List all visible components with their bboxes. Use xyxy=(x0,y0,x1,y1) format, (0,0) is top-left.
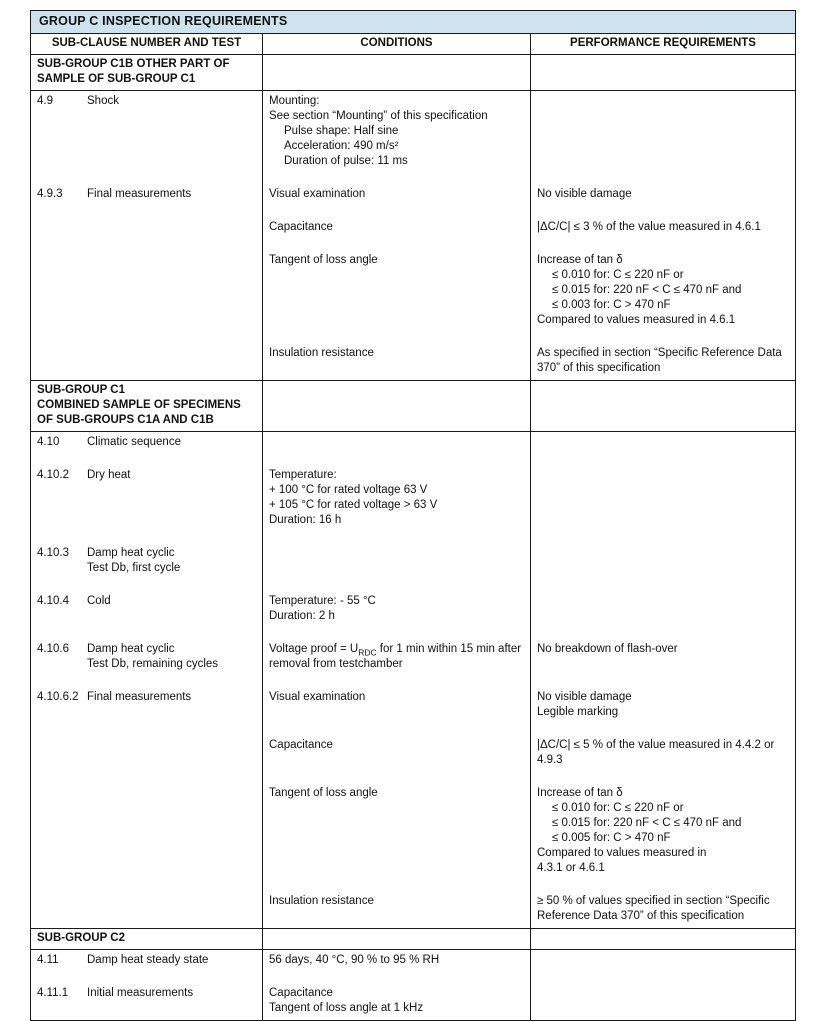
performance-line: Compared to values measured in xyxy=(537,847,707,859)
performance-line: ≤ 0.003 for: C > 470 nF xyxy=(552,299,671,311)
section-header-row xyxy=(31,55,796,91)
conditions-cell xyxy=(263,891,531,929)
table-row xyxy=(31,91,796,185)
section-header-cell xyxy=(31,381,263,432)
condition-line: Insulation resistance xyxy=(269,347,374,359)
performance-line: |ΔC/C| ≤ 3 % of the value measured in 4.6.1 xyxy=(537,221,761,233)
condition-line: Duration of pulse: 11 ms xyxy=(284,155,408,167)
section-header-line: COMBINED SAMPLE OF SPECIMENS xyxy=(37,399,241,411)
performance-cell xyxy=(531,891,796,929)
performance-cell xyxy=(531,184,796,217)
column-header-performance: PERFORMANCE REQUIREMENTS xyxy=(531,34,796,55)
section-empty-conditions-cell xyxy=(263,55,531,91)
subclause-cell xyxy=(31,950,263,984)
subclause-cell xyxy=(31,639,263,687)
conditions-cell xyxy=(263,983,531,1021)
test-name-line: Initial measurements xyxy=(87,987,194,999)
condition-line: Duration: 16 h xyxy=(269,514,342,526)
performance-line: Increase of tan δ xyxy=(537,254,623,266)
clause-wrap xyxy=(37,594,258,609)
table-row xyxy=(31,983,796,1021)
condition-line: Tangent of loss angle xyxy=(269,787,378,799)
condition-line: Insulation resistance xyxy=(269,895,374,907)
performance-cell xyxy=(531,217,796,250)
subclause-cell xyxy=(31,591,263,639)
test-name-line: Test Db, first cycle xyxy=(87,562,181,574)
test-name-line: Damp heat cyclic xyxy=(87,547,175,559)
performance-cell xyxy=(531,783,796,891)
condition-line: + 105 °C for rated voltage > 63 V xyxy=(269,499,438,511)
test-name xyxy=(87,468,258,483)
clause-number: 4.9.3 xyxy=(37,188,63,200)
section-header-line: SAMPLE OF SUB-GROUP C1 xyxy=(37,73,196,85)
clause-wrap xyxy=(37,468,258,483)
subclause-cell xyxy=(31,184,263,381)
table-row xyxy=(31,465,796,543)
conditions-cell xyxy=(263,465,531,543)
clause-wrap xyxy=(37,953,258,968)
test-name xyxy=(87,435,258,450)
clause-number: 4.10.2 xyxy=(37,469,69,481)
performance-line: ≤ 0.015 for: 220 nF < C ≤ 470 nF and xyxy=(552,817,742,829)
clause-number: 4.9 xyxy=(37,95,53,107)
performance-line: Increase of tan δ xyxy=(537,787,623,799)
condition-line: Acceleration: 490 m/s² xyxy=(284,140,399,152)
section-header-line: OF SUB-GROUPS C1A AND C1B xyxy=(37,414,214,426)
condition-line: Duration: 2 h xyxy=(269,610,335,622)
performance-cell xyxy=(531,950,796,984)
condition-line: Temperature: - 55 °C xyxy=(269,595,376,607)
performance-cell xyxy=(531,432,796,466)
test-name xyxy=(87,187,258,202)
conditions-cell xyxy=(263,735,531,783)
performance-cell xyxy=(531,250,796,343)
clause-number: 4.11.1 xyxy=(37,987,69,999)
conditions-cell xyxy=(263,250,531,343)
clause-number: 4.10.6 xyxy=(37,643,69,655)
performance-line: ≤ 0.010 for: C ≤ 220 nF or xyxy=(552,802,684,814)
test-name xyxy=(87,94,258,109)
performance-cell xyxy=(531,735,796,783)
clause-number: 4.10 xyxy=(37,436,60,448)
section-empty-performance-cell xyxy=(531,55,796,91)
condition-line: 56 days, 40 °C, 90 % to 95 % RH xyxy=(269,954,440,966)
subclause-cell xyxy=(31,465,263,543)
subclause-cell xyxy=(31,543,263,591)
conditions-cell xyxy=(263,783,531,891)
section-header-row xyxy=(31,929,796,950)
column-header-conditions: CONDITIONS xyxy=(263,34,531,55)
condition-line: Capacitance xyxy=(269,739,333,751)
clause-number: 4.11 xyxy=(37,954,59,966)
subclause-cell xyxy=(31,687,263,929)
test-name-line: Damp heat steady state xyxy=(87,954,209,966)
spec-table-body xyxy=(31,55,796,1021)
section-header-line: SUB-GROUP C2 xyxy=(37,932,125,944)
clause-wrap xyxy=(37,546,258,576)
performance-line: ≤ 0.010 for: C ≤ 220 nF or xyxy=(552,269,684,281)
column-header-subclause: SUB-CLAUSE NUMBER AND TEST xyxy=(31,34,263,55)
table-row xyxy=(31,543,796,591)
column-header-row xyxy=(31,34,796,55)
section-header-line: SUB-GROUP C1 xyxy=(37,384,125,396)
test-name xyxy=(87,690,258,705)
condition-line: Temperature: xyxy=(269,469,337,481)
conditions-cell xyxy=(263,432,531,466)
performance-line: ≤ 0.005 for: C > 470 nF xyxy=(552,832,671,844)
conditions-cell xyxy=(263,343,531,381)
conditions-cell xyxy=(263,543,531,591)
table-row xyxy=(31,639,796,687)
section-header-line: SUB-GROUP C1B OTHER PART OF xyxy=(37,58,230,70)
clause-wrap xyxy=(37,187,258,202)
clause-number: 4.10.6.2 xyxy=(37,691,79,703)
test-name xyxy=(87,986,258,1001)
subclause-cell xyxy=(31,432,263,466)
performance-cell xyxy=(531,91,796,185)
condition-line: Tangent of loss angle at 1 kHz xyxy=(269,1002,424,1014)
performance-cell xyxy=(531,343,796,381)
test-name xyxy=(87,642,258,672)
performance-line: No visible damage xyxy=(537,691,632,703)
table-row xyxy=(31,687,796,735)
conditions-cell xyxy=(263,687,531,735)
condition-line: Pulse shape: Half sine xyxy=(284,125,399,137)
section-header-cell xyxy=(31,929,263,950)
subclause-cell xyxy=(31,983,263,1021)
table-row xyxy=(31,184,796,217)
clause-number: 4.10.4 xyxy=(37,595,69,607)
conditions-cell xyxy=(263,217,531,250)
performance-line: Compared to values measured in 4.6.1 xyxy=(537,314,736,326)
condition-line: See section “Mounting” of this specification xyxy=(269,110,488,122)
table-row xyxy=(31,591,796,639)
page-title: GROUP C INSPECTION REQUIREMENTS xyxy=(39,14,288,28)
test-name-line: Dry heat xyxy=(87,469,131,481)
table-row xyxy=(31,950,796,984)
condition-line: Capacitance xyxy=(269,987,333,999)
test-name xyxy=(87,546,258,576)
section-empty-performance-cell xyxy=(531,929,796,950)
performance-line: ≥ 50 % of values specified in section “Specific Reference Data 370” of this specification xyxy=(537,895,770,922)
table-title-row xyxy=(31,11,796,34)
clause-wrap xyxy=(37,94,258,109)
performance-cell xyxy=(531,543,796,591)
test-name-line: Shock xyxy=(87,95,119,107)
test-name-line: Final measurements xyxy=(87,691,192,703)
subclause-cell xyxy=(31,91,263,185)
clause-number: 4.10.3 xyxy=(37,547,69,559)
clause-wrap xyxy=(37,986,258,1001)
inspection-requirements-table xyxy=(30,10,796,1021)
page-title-bar xyxy=(31,11,796,34)
performance-line: No visible damage xyxy=(537,188,632,200)
section-empty-conditions-cell xyxy=(263,381,531,432)
performance-cell xyxy=(531,639,796,687)
performance-line: 4.3.1 or 4.6.1 xyxy=(537,862,605,874)
clause-wrap xyxy=(37,435,258,450)
test-name-line: Climatic sequence xyxy=(87,436,181,448)
condition-line: + 100 °C for rated voltage 63 V xyxy=(269,484,428,496)
performance-cell xyxy=(531,591,796,639)
condition-line: Mounting: xyxy=(269,95,320,107)
section-header-cell xyxy=(31,55,263,91)
performance-cell xyxy=(531,983,796,1021)
clause-wrap xyxy=(37,642,258,672)
condition-line: Voltage proof = $U_{RDC}$ for 1 min within 15 min after removal from testchamber xyxy=(269,643,522,670)
conditions-cell xyxy=(263,639,531,687)
performance-line: ≤ 0.015 for: 220 nF < C ≤ 470 nF and xyxy=(552,284,742,296)
performance-line: As specified in section “Specific Reference Data 370” of this specification xyxy=(537,347,782,374)
section-empty-conditions-cell xyxy=(263,929,531,950)
test-name xyxy=(87,594,258,609)
clause-wrap xyxy=(37,690,258,705)
performance-cell xyxy=(531,687,796,735)
test-name-line: Damp heat cyclic xyxy=(87,643,175,655)
section-header-row xyxy=(31,381,796,432)
performance-line: Legible marking xyxy=(537,706,619,718)
section-empty-performance-cell xyxy=(531,381,796,432)
condition-line: Tangent of loss angle xyxy=(269,254,378,266)
conditions-cell xyxy=(263,91,531,185)
test-name-line: Cold xyxy=(87,595,111,607)
table-row xyxy=(31,432,796,466)
conditions-cell xyxy=(263,184,531,217)
performance-line: No breakdown of flash-over xyxy=(537,643,678,655)
conditions-cell xyxy=(263,950,531,984)
condition-line: Visual examination xyxy=(269,691,366,703)
condition-line: Visual examination xyxy=(269,188,366,200)
condition-line: Capacitance xyxy=(269,221,333,233)
test-name-line: Final measurements xyxy=(87,188,192,200)
test-name-line: Test Db, remaining cycles xyxy=(87,658,219,670)
performance-line: |ΔC/C| ≤ 5 % of the value measured in 4.4.2 or 4.9.3 xyxy=(537,739,775,766)
test-name xyxy=(87,953,258,968)
performance-cell xyxy=(531,465,796,543)
conditions-cell xyxy=(263,591,531,639)
